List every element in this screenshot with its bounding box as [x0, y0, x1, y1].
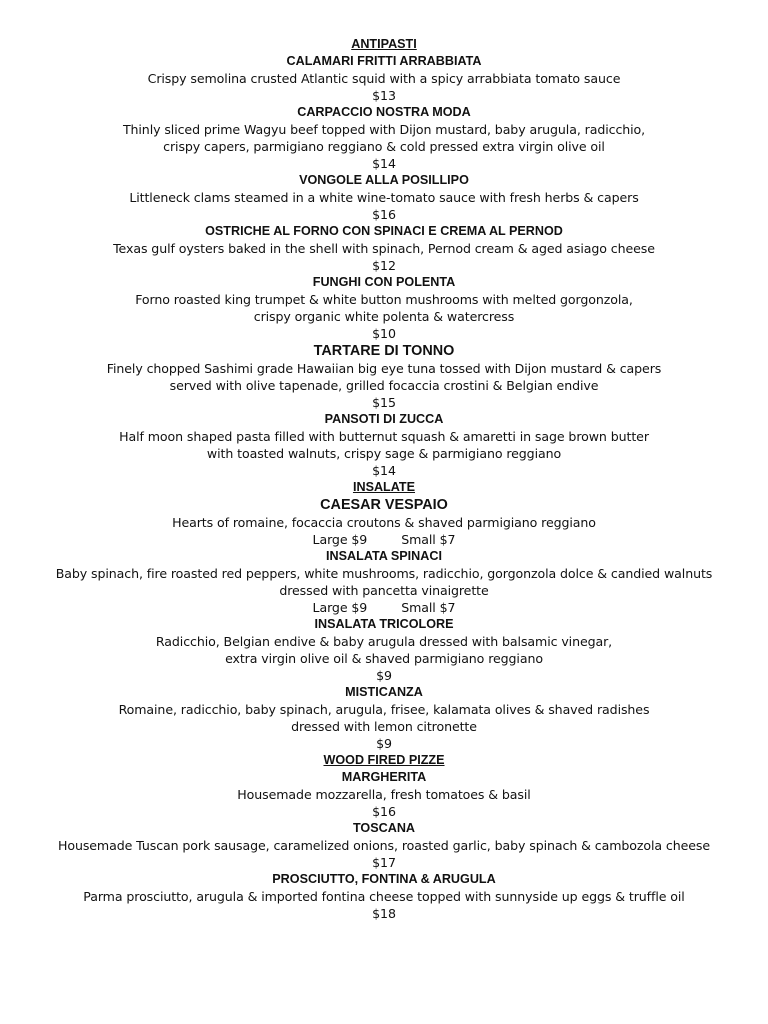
dish-description: served with olive tapenade, grilled focaccia crostini & Belgian endive — [169, 378, 599, 393]
dish-name: TARTARE DI TONNO — [313, 343, 455, 359]
dish-name: PROSCIUTTO, FONTINA & ARUGULA — [272, 872, 496, 886]
dish-price: $15 — [372, 395, 396, 410]
dish-price-sizes — [0, 531, 768, 548]
section-title-antipasti: ANTIPASTI — [351, 37, 417, 51]
dish-price: $18 — [372, 906, 396, 921]
dish-description: Baby spinach, fire roasted red peppers, white mushrooms, radicchio, gorgonzola dolce & candied walnuts — [55, 566, 713, 581]
dish-name: INSALATA SPINACI — [326, 549, 442, 563]
dish-description: dressed with pancetta vinaigrette — [279, 583, 489, 598]
dish-name: VONGOLE ALLA POSILLIPO — [299, 173, 469, 187]
section-title-pizze: WOOD FIRED PIZZE — [323, 753, 445, 767]
dish-description: Half moon shaped pasta filled with butternut squash & amaretti in sage brown butter — [119, 429, 649, 444]
dish-price: $17 — [372, 855, 396, 870]
dish-price: $13 — [372, 88, 396, 103]
dish-description: Texas gulf oysters baked in the shell with spinach, Pernod cream & aged asiago cheese — [113, 241, 655, 256]
dish-description: Radicchio, Belgian endive & baby arugula dressed with balsamic vinegar, — [155, 634, 613, 649]
dish-price: $16 — [372, 207, 396, 222]
dish-name: CALAMARI FRITTI ARRABBIATA — [286, 54, 482, 68]
dish-name: FUNGHI CON POLENTA — [312, 275, 456, 289]
dish-description: Romaine, radicchio, baby spinach, arugula, frisee, kalamata olives & shaved radishes — [118, 702, 650, 717]
dish-description: dressed with lemon citronette — [291, 719, 477, 734]
dish-price: $14 — [372, 156, 396, 171]
dish-price: $10 — [372, 326, 396, 341]
dish-name: CAESAR VESPAIO — [320, 497, 448, 513]
price-small: Small $7 — [401, 532, 456, 547]
section-title-insalate: INSALATE — [352, 480, 416, 494]
dish-name: PANSOTI DI ZUCCA — [324, 412, 444, 426]
price-large: Large $9 — [312, 600, 368, 615]
dish-name: MISTICANZA — [345, 685, 423, 699]
dish-price: $9 — [376, 736, 392, 751]
dish-description: Thinly sliced prime Wagyu beef topped with Dijon mustard, baby arugula, radicchio, — [122, 122, 646, 137]
dish-price: $16 — [372, 804, 396, 819]
price-large: Large $9 — [312, 532, 368, 547]
dish-name: INSALATA TRICOLORE — [314, 617, 454, 631]
dish-description: Housemade Tuscan pork sausage, caramelized onions, roasted garlic, baby spinach & cambozola cheese — [57, 838, 711, 853]
dish-description: crispy organic white polenta & watercress — [253, 309, 515, 324]
dish-description: Crispy semolina crusted Atlantic squid with a spicy arrabbiata tomato sauce — [147, 71, 621, 86]
dish-description: with toasted walnuts, crispy sage & parmigiano reggiano — [206, 446, 562, 461]
dish-name: TOSCANA — [352, 821, 416, 835]
dish-description: extra virgin olive oil & shaved parmigiano reggiano — [225, 651, 543, 666]
dish-name: CARPACCIO NOSTRA MODA — [297, 105, 471, 119]
dish-price: $14 — [372, 463, 396, 478]
dish-description: Hearts of romaine, focaccia croutons & shaved parmigiano reggiano — [172, 515, 596, 530]
dish-description: crispy capers, parmigiano reggiano & cold pressed extra virgin olive oil — [163, 139, 605, 154]
price-small: Small $7 — [401, 600, 456, 615]
dish-description: Parma prosciutto, arugula & imported fontina cheese topped with sunnyside up eggs & truffle oil — [83, 889, 685, 904]
dish-name: OSTRICHE AL FORNO CON SPINACI E CREMA AL PERNOD — [205, 224, 563, 238]
dish-price: $12 — [372, 258, 396, 273]
dish-price-sizes — [0, 599, 768, 616]
dish-description: Housemade mozzarella, fresh tomatoes & basil — [237, 787, 531, 802]
dish-price: $9 — [376, 668, 392, 683]
dish-description: Littleneck clams steamed in a white wine-tomato sauce with fresh herbs & capers — [129, 190, 639, 205]
dish-name: MARGHERITA — [341, 770, 427, 784]
dish-description: Forno roasted king trumpet & white button mushrooms with melted gorgonzola, — [135, 292, 633, 307]
dish-description: Finely chopped Sashimi grade Hawaiian big eye tuna tossed with Dijon mustard & capers — [106, 361, 662, 376]
